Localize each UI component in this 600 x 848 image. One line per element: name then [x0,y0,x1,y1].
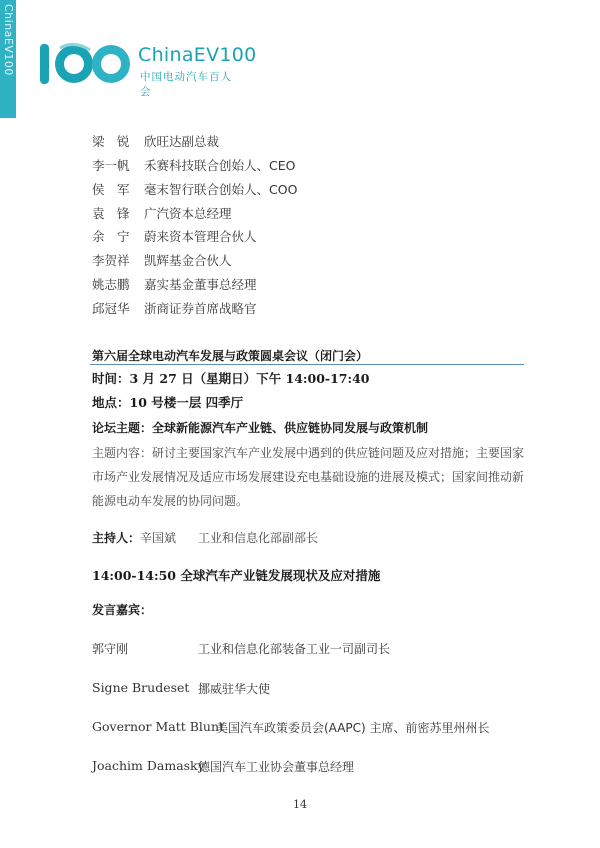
list-item: 李贺祥 凯辉基金合伙人 [92,253,232,268]
speaker-title: 工业和信息化部装备工业一司副司长 [198,642,391,656]
list-item: 侯 军 毫末智行联合创始人、COO [92,182,298,197]
session-theme: 论坛主题：全球新能源汽车产业链、供应链协同发展与政策机制 [92,421,429,435]
side-brand-text: ChinaEV100 [2,4,15,76]
host-title: 工业和信息化部副部长 [198,531,319,545]
speaker-title: 美国汽车政策委员会(AAPC) 主席、前密苏里州州长 [216,721,490,735]
host-label: 主持人： [92,531,141,545]
logo-name: ChinaEV100 [138,44,257,66]
logo-mark-icon [38,40,136,88]
session-time: 时间：3 月 27 日（星期日）下午 14:00-17:40 [92,371,370,386]
speaker-name: 郭守刚 [92,642,129,656]
host-name: 辛国斌 [140,531,177,545]
segment-title: 14:00-14:50 全球汽车产业链发展现状及应对措施 [92,568,381,583]
session-title: 第六届全球电动汽车发展与政策圆桌会议（闭门会） [92,349,369,363]
list-item: 梁 锐 欣旺达副总裁 [92,134,220,149]
speaker-title: 德国汽车工业协会董事总经理 [198,760,355,774]
list-item: 余 宁 蔚来资本管理合伙人 [92,229,257,244]
page-number: 14 [293,798,307,811]
speaker-name: Signe Brudeset [92,680,190,695]
speakers-label: 发言嘉宾： [92,603,153,617]
list-item: 邱冠华 浙商证券首席战略官 [92,301,257,316]
speaker-row [92,680,532,698]
section-divider [90,364,524,365]
speaker-name: Joachim Damasky [92,758,205,773]
session-location: 地点：10 号楼一层 四季厅 [92,395,244,410]
list-item: 姚志鹏 嘉实基金董事总经理 [92,277,257,292]
speaker-row [92,719,532,737]
speaker-row [92,758,532,776]
logo-subtitle: 中国电动汽车百人会 [140,71,232,98]
speaker-title: 挪威驻华大使 [198,682,271,696]
side-brand-strip [0,0,16,118]
chinaev100-logo [38,40,257,98]
list-item: 袁 锋 广汽资本总经理 [92,206,232,221]
speaker-name: Governor Matt Blunt [92,719,225,734]
speaker-row [92,640,532,658]
list-item: 李一帆 禾赛科技联合创始人、CEO [92,158,296,173]
session-content: 主题内容：研讨主要国家汽车产业发展中遇到的供应链问题及应对措施；主要国家市场产业发展情况及适应市场发展建设充电基础设施的进展及模式；国家间推动新能源电动车发展的协同问题。 [92,446,525,508]
host-line [92,529,318,546]
